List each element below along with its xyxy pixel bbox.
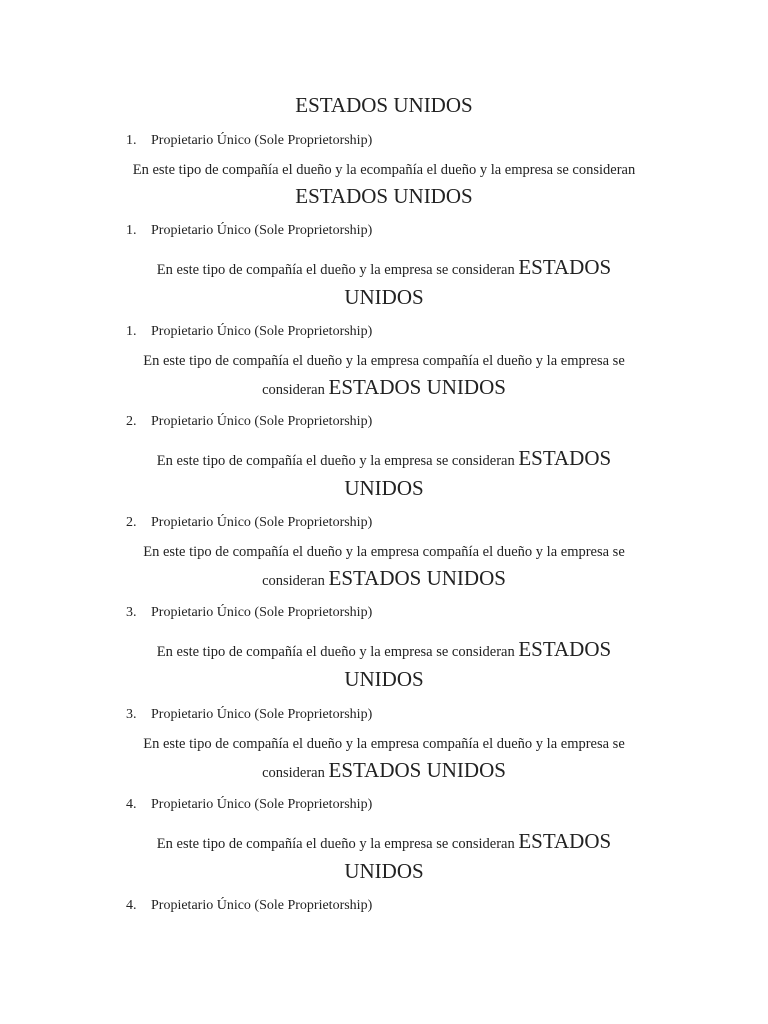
body-text-line: [0, 757, 768, 786]
document-heading: ESTADOS UNIDOS: [295, 184, 473, 208]
inline-heading: ESTADOS UNIDOS: [328, 566, 506, 590]
list-item-number: 1.: [126, 223, 137, 238]
list-item: [126, 896, 372, 916]
body-text-line: [0, 374, 768, 403]
body-text: En este tipo de compañía el dueño y la empresa se consideran: [156, 644, 515, 660]
list-item-text: Propietario Único (Sole Proprietorship): [151, 707, 373, 722]
body-text: consideran: [262, 765, 325, 781]
body-text: En este tipo de compañía el dueño y la empresa se consideran: [156, 836, 515, 852]
document-heading: UNIDOS: [344, 285, 424, 309]
list-item: [126, 795, 372, 815]
body-text-line: [0, 445, 768, 474]
inline-heading: ESTADOS UNIDOS: [328, 375, 506, 399]
list-item-number: 2.: [126, 515, 137, 530]
list-item: [126, 131, 372, 151]
document-heading: ESTADOS UNIDOS: [295, 93, 473, 117]
document-heading: UNIDOS: [344, 476, 424, 500]
body-text: En este tipo de compañía el dueño y la empresa se consideran: [156, 453, 515, 469]
body-text: En este tipo de compañía el dueño y la empresa se consideran: [156, 262, 515, 278]
list-item: [126, 513, 372, 533]
body-text-line: [0, 565, 768, 594]
inline-heading: ESTADOS: [518, 637, 612, 661]
body-text-line: En este tipo de compañía el dueño y la ecompañía el dueño y la empresa se consideran: [132, 162, 636, 178]
list-item: [126, 322, 372, 342]
inline-heading: ESTADOS UNIDOS: [328, 758, 506, 782]
document-heading: UNIDOS: [344, 859, 424, 883]
list-item-number: 1.: [126, 133, 137, 148]
list-item-number: 3.: [126, 707, 137, 722]
list-item-number: 4.: [126, 898, 137, 913]
list-item-number: 2.: [126, 414, 137, 429]
body-text: consideran: [262, 573, 325, 589]
list-item: [126, 221, 372, 241]
list-item-text: Propietario Único (Sole Proprietorship): [151, 898, 373, 913]
list-item-number: 1.: [126, 324, 137, 339]
list-item: [126, 412, 372, 432]
list-item-text: Propietario Único (Sole Proprietorship): [151, 605, 373, 620]
list-item-text: Propietario Único (Sole Proprietorship): [151, 797, 373, 812]
list-item-text: Propietario Único (Sole Proprietorship): [151, 133, 373, 148]
inline-heading: ESTADOS: [518, 255, 612, 279]
body-text: consideran: [262, 382, 325, 398]
list-item-number: 4.: [126, 797, 137, 812]
body-text-line: En este tipo de compañía el dueño y la empresa compañía el dueño y la empresa se: [143, 544, 625, 560]
list-item-number: 3.: [126, 605, 137, 620]
list-item: [126, 705, 372, 725]
body-text-line: En este tipo de compañía el dueño y la empresa compañía el dueño y la empresa se: [143, 353, 625, 369]
document-heading: UNIDOS: [344, 667, 424, 691]
body-text-line: En este tipo de compañía el dueño y la empresa compañía el dueño y la empresa se: [143, 736, 625, 752]
body-text-line: [0, 636, 768, 665]
inline-heading: ESTADOS: [518, 829, 612, 853]
list-item-text: Propietario Único (Sole Proprietorship): [151, 223, 373, 238]
body-text-line: [0, 828, 768, 857]
body-text-line: [0, 254, 768, 283]
inline-heading: ESTADOS: [518, 446, 612, 470]
list-item-text: Propietario Único (Sole Proprietorship): [151, 515, 373, 530]
list-item: [126, 603, 372, 623]
list-item-text: Propietario Único (Sole Proprietorship): [151, 324, 373, 339]
list-item-text: Propietario Único (Sole Proprietorship): [151, 414, 373, 429]
